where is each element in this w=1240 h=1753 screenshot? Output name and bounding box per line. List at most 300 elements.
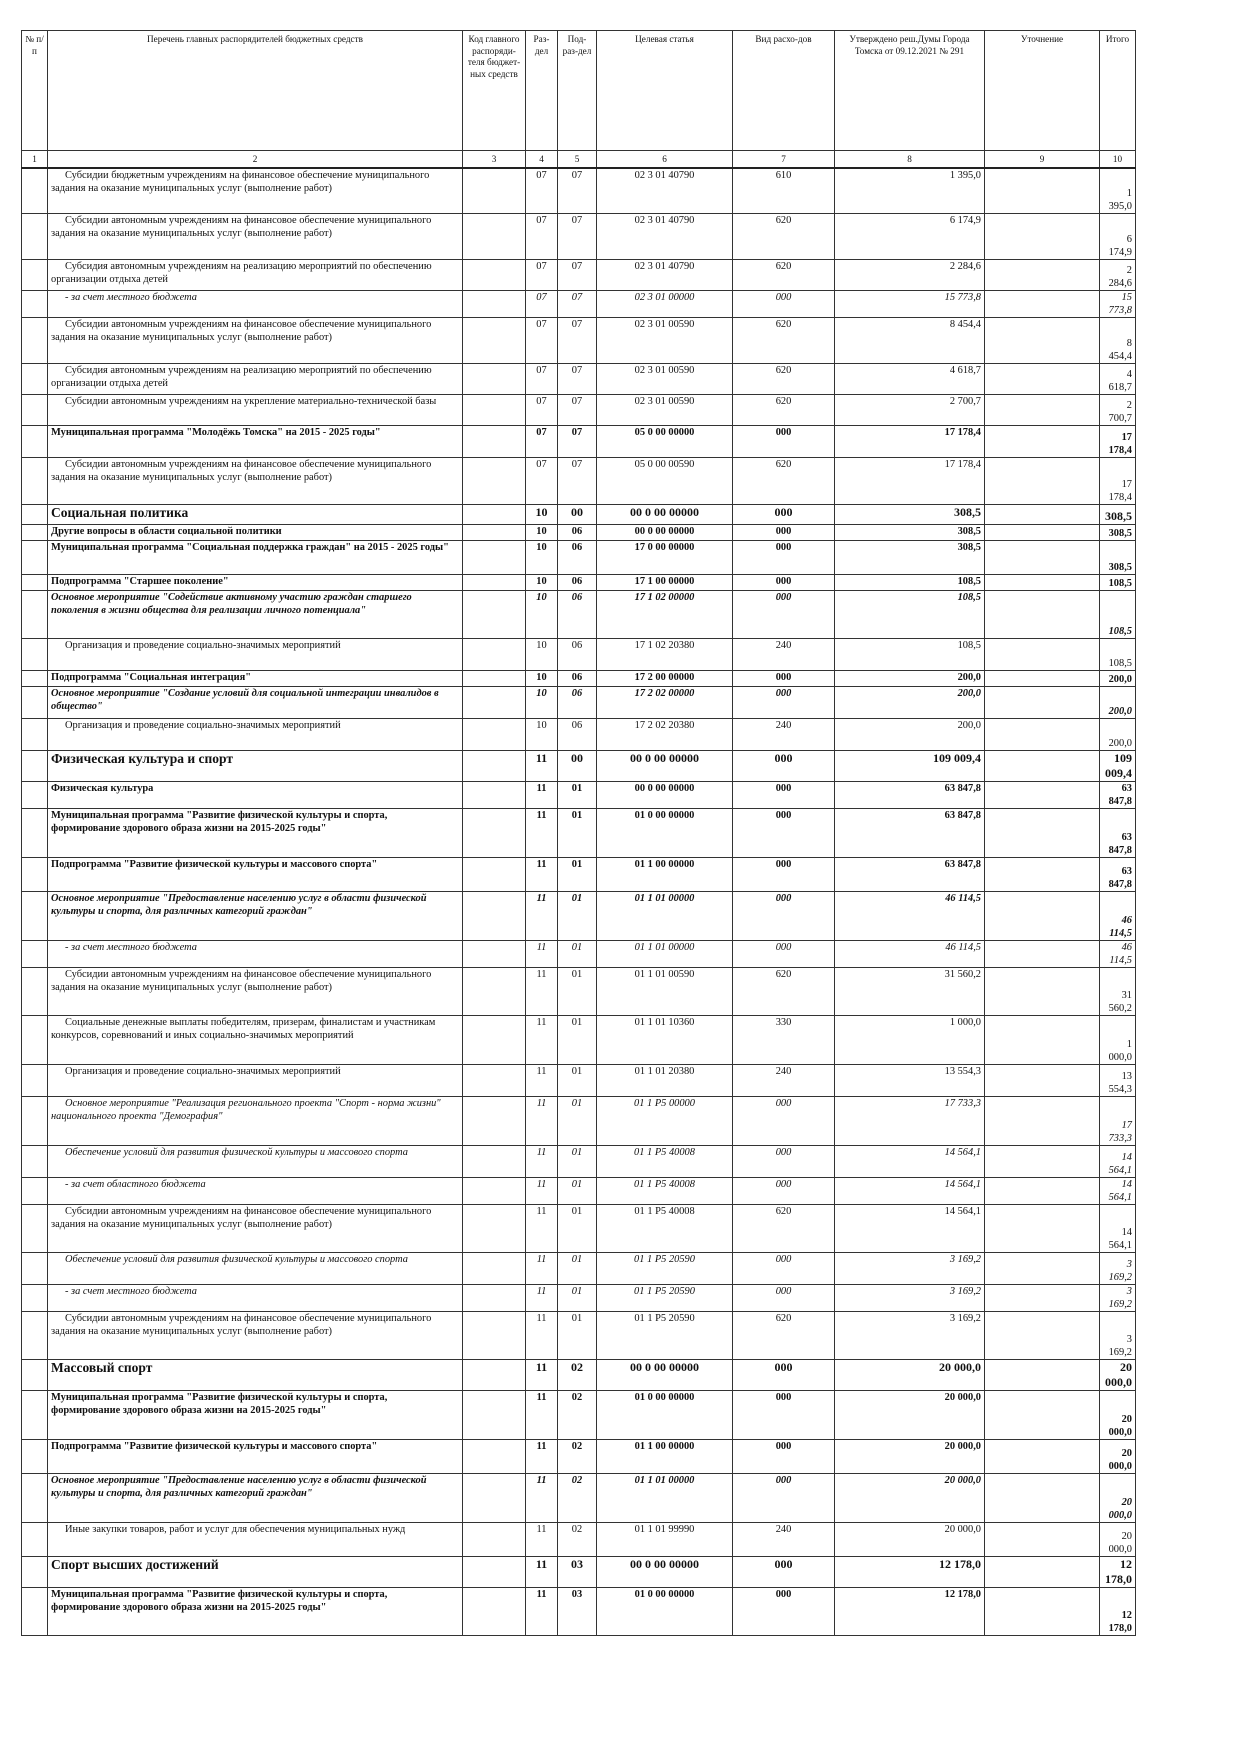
row-name: Основное мероприятие "Предоставление населению услуг в области физической культуры и спорта, для различных категорий граждан" [48,892,463,941]
row-article: 00 0 00 00000 [597,1557,733,1588]
row-refine [985,395,1100,426]
table-row [22,809,1136,858]
row-name: Муниципальная программа "Социальная поддержка граждан" на 2015 - 2025 годы" [48,541,463,575]
row-refine [985,1253,1100,1285]
row-razdel: 11 [526,809,558,858]
row-article: 01 0 00 00000 [597,1588,733,1636]
row-name: Основное мероприятие "Реализация регионального проекта "Спорт - норма жизни" национального проекта "Демография" [48,1097,463,1146]
row-approved: 12 178,0 [835,1588,985,1636]
row-refine [985,941,1100,968]
row-podrazdel: 02 [558,1391,597,1440]
row-code [463,318,526,364]
row-razdel: 07 [526,458,558,505]
row-podrazdel: 07 [558,168,597,214]
row-razdel: 11 [526,1588,558,1636]
row-no [22,1285,48,1312]
row-no [22,1097,48,1146]
row-name: Социальные денежные выплаты победителям, призерам, финалистам и участникам конкурсов, соревнований и иных социально-значимых мероприятий [48,1016,463,1065]
row-code [463,1312,526,1360]
row-vid: 000 [733,751,835,782]
row-vid: 240 [733,719,835,751]
row-podrazdel: 06 [558,687,597,719]
row-no [22,591,48,639]
row-approved: 6 174,9 [835,214,985,260]
row-article: 01 1 P5 20590 [597,1253,733,1285]
row-refine [985,1146,1100,1178]
row-refine [985,858,1100,892]
row-no [22,858,48,892]
row-total: 14 564,1 [1100,1178,1136,1205]
row-no [22,1440,48,1474]
row-vid: 000 [733,575,835,591]
row-total: 3 169,2 [1100,1253,1136,1285]
table-row [22,1205,1136,1253]
row-razdel: 10 [526,505,558,525]
row-code [463,1474,526,1523]
row-refine [985,214,1100,260]
row-refine [985,1285,1100,1312]
row-name: Физическая культура и спорт [48,751,463,782]
row-refine [985,1205,1100,1253]
row-vid: 000 [733,1178,835,1205]
row-total: 3 169,2 [1100,1312,1136,1360]
row-vid: 620 [733,395,835,426]
row-article: 17 1 02 00000 [597,591,733,639]
row-approved: 3 169,2 [835,1285,985,1312]
table-row [22,671,1136,687]
row-code [463,639,526,671]
row-approved: 108,5 [835,575,985,591]
row-refine [985,968,1100,1016]
header-refine: Уточнение [985,31,1100,151]
row-approved: 14 564,1 [835,1205,985,1253]
row-total: 12 178,0 [1100,1557,1136,1588]
row-no [22,426,48,458]
row-approved: 308,5 [835,525,985,541]
row-article: 01 1 01 00000 [597,892,733,941]
row-refine [985,1360,1100,1391]
row-approved: 108,5 [835,639,985,671]
row-razdel: 11 [526,751,558,782]
row-code [463,1285,526,1312]
row-podrazdel: 02 [558,1523,597,1557]
table-row [22,458,1136,505]
table-row [22,1391,1136,1440]
row-vid: 000 [733,1557,835,1588]
row-total: 108,5 [1100,591,1136,639]
row-total: 31 560,2 [1100,968,1136,1016]
row-approved: 20 000,0 [835,1440,985,1474]
row-no [22,1474,48,1523]
row-code [463,260,526,291]
header-vid: Вид расхо-дов [733,31,835,151]
row-vid: 000 [733,591,835,639]
row-razdel: 11 [526,892,558,941]
row-podrazdel: 01 [558,1146,597,1178]
row-no [22,1312,48,1360]
row-name: Массовый спорт [48,1360,463,1391]
row-name: Основное мероприятие "Предоставление населению услуг в области физической культуры и спорта, для различных категорий граждан" [48,1474,463,1523]
row-approved: 31 560,2 [835,968,985,1016]
table-row [22,1178,1136,1205]
table-row [22,318,1136,364]
row-name: Субсидии автономным учреждениям на финансовое обеспечение муниципального задания на оказание муниципальных услуг (выполнение работ) [48,318,463,364]
row-code [463,1391,526,1440]
row-article: 02 3 01 40790 [597,168,733,214]
table-row [22,858,1136,892]
row-refine [985,426,1100,458]
row-refine [985,541,1100,575]
row-refine [985,1474,1100,1523]
row-code [463,1146,526,1178]
row-total: 63 847,8 [1100,858,1136,892]
row-podrazdel: 01 [558,1065,597,1097]
row-vid: 620 [733,318,835,364]
row-article: 01 1 01 20380 [597,1065,733,1097]
row-podrazdel: 02 [558,1440,597,1474]
row-total: 308,5 [1100,525,1136,541]
table-row [22,1016,1136,1065]
row-approved: 1 000,0 [835,1016,985,1065]
table-row [22,687,1136,719]
row-razdel: 07 [526,214,558,260]
row-no [22,364,48,395]
row-vid: 620 [733,458,835,505]
row-podrazdel: 06 [558,575,597,591]
table-row [22,1523,1136,1557]
row-refine [985,1065,1100,1097]
row-no [22,968,48,1016]
row-code [463,1588,526,1636]
row-vid: 000 [733,1285,835,1312]
index-cell: 3 [463,151,526,168]
index-cell: 7 [733,151,835,168]
row-article: 02 3 01 00000 [597,291,733,318]
row-article: 17 1 02 20380 [597,639,733,671]
row-podrazdel: 01 [558,892,597,941]
row-code [463,1178,526,1205]
row-name: Муниципальная программа "Молодёжь Томска" на 2015 - 2025 годы" [48,426,463,458]
row-no [22,1523,48,1557]
row-total: 20 000,0 [1100,1391,1136,1440]
row-name: Другие вопросы в области социальной политики [48,525,463,541]
row-total: 12 178,0 [1100,1588,1136,1636]
row-podrazdel: 01 [558,968,597,1016]
row-name: Субсидии бюджетным учреждениям на финансовое обеспечение муниципального задания на оказание муниципальных услуг (выполнение работ) [48,168,463,214]
row-code [463,1097,526,1146]
row-razdel: 11 [526,1523,558,1557]
row-total: 308,5 [1100,541,1136,575]
row-code [463,541,526,575]
table-row [22,260,1136,291]
row-podrazdel: 01 [558,1178,597,1205]
row-article: 01 1 P5 20590 [597,1312,733,1360]
row-no [22,1557,48,1588]
table-row [22,719,1136,751]
row-code [463,291,526,318]
row-article: 17 0 00 00000 [597,541,733,575]
row-vid: 240 [733,1523,835,1557]
header-approved: Утверждено реш.Думы Города Томска от 09.12.2021 № 291 [835,31,985,151]
row-no [22,782,48,809]
row-code [463,525,526,541]
row-article: 01 1 01 10360 [597,1016,733,1065]
header-razdel: Раз-дел [526,31,558,151]
header-name: Перечень главных распорядителей бюджетных средств [48,31,463,151]
row-razdel: 11 [526,858,558,892]
row-total: 108,5 [1100,639,1136,671]
row-vid: 000 [733,541,835,575]
row-no [22,719,48,751]
row-code [463,671,526,687]
row-code [463,1360,526,1391]
row-approved: 20 000,0 [835,1474,985,1523]
row-no [22,214,48,260]
row-approved: 46 114,5 [835,892,985,941]
row-code [463,1440,526,1474]
row-podrazdel: 07 [558,318,597,364]
table-body [22,168,1136,1636]
row-refine [985,687,1100,719]
row-approved: 200,0 [835,719,985,751]
budget-table [21,30,1136,1636]
row-total: 13 554,3 [1100,1065,1136,1097]
row-article: 00 0 00 00000 [597,751,733,782]
row-name: Субсидия автономным учреждениям на реализацию мероприятий по обеспечению организации отдыха детей [48,364,463,395]
row-name: - за счет местного бюджета [48,941,463,968]
row-name: Субсидии автономным учреждениям на укрепление материально-технической базы [48,395,463,426]
row-no [22,525,48,541]
row-razdel: 10 [526,591,558,639]
row-total: 20 000,0 [1100,1523,1136,1557]
row-name: Иные закупки товаров, работ и услуг для обеспечения муниципальных нужд [48,1523,463,1557]
row-article: 00 0 00 00000 [597,525,733,541]
table-row [22,941,1136,968]
row-vid: 000 [733,291,835,318]
row-razdel: 11 [526,782,558,809]
row-code [463,1253,526,1285]
row-approved: 20 000,0 [835,1360,985,1391]
row-total: 2 284,6 [1100,260,1136,291]
row-approved: 14 564,1 [835,1178,985,1205]
row-vid: 620 [733,260,835,291]
row-code [463,782,526,809]
row-refine [985,1440,1100,1474]
row-approved: 13 554,3 [835,1065,985,1097]
row-approved: 17 178,4 [835,458,985,505]
row-razdel: 10 [526,687,558,719]
row-no [22,168,48,214]
row-approved: 14 564,1 [835,1146,985,1178]
row-refine [985,1178,1100,1205]
row-vid: 000 [733,687,835,719]
table-row [22,426,1136,458]
row-vid: 000 [733,1146,835,1178]
row-article: 05 0 00 00590 [597,458,733,505]
row-razdel: 11 [526,1253,558,1285]
row-razdel: 11 [526,968,558,1016]
row-total: 20 000,0 [1100,1440,1136,1474]
row-refine [985,1097,1100,1146]
row-vid: 000 [733,1253,835,1285]
row-refine [985,1523,1100,1557]
row-article: 01 1 01 00000 [597,1474,733,1523]
row-no [22,291,48,318]
row-podrazdel: 07 [558,458,597,505]
row-vid: 620 [733,214,835,260]
row-no [22,809,48,858]
row-podrazdel: 00 [558,505,597,525]
row-no [22,1205,48,1253]
row-total: 17 178,4 [1100,458,1136,505]
row-razdel: 11 [526,1312,558,1360]
row-code [463,458,526,505]
header-row [22,31,1136,151]
row-razdel: 11 [526,1285,558,1312]
row-podrazdel: 01 [558,858,597,892]
row-refine [985,1557,1100,1588]
table-row [22,1285,1136,1312]
row-article: 00 0 00 00000 [597,505,733,525]
row-vid: 000 [733,1097,835,1146]
row-podrazdel: 01 [558,1016,597,1065]
row-no [22,1391,48,1440]
row-razdel: 07 [526,364,558,395]
row-total: 2 700,7 [1100,395,1136,426]
row-razdel: 11 [526,1557,558,1588]
row-razdel: 07 [526,291,558,318]
row-refine [985,260,1100,291]
row-no [22,1253,48,1285]
row-podrazdel: 03 [558,1557,597,1588]
row-no [22,1360,48,1391]
row-total: 1 395,0 [1100,168,1136,214]
row-refine [985,1588,1100,1636]
row-razdel: 10 [526,525,558,541]
row-total: 63 847,8 [1100,782,1136,809]
row-article: 02 3 01 00590 [597,395,733,426]
row-podrazdel: 06 [558,639,597,671]
table-row [22,364,1136,395]
row-podrazdel: 02 [558,1360,597,1391]
row-name: Основное мероприятие "Содействие активному участию граждан старшего поколения в жизни общества для реализации личного потенциала" [48,591,463,639]
row-approved: 20 000,0 [835,1391,985,1440]
row-article: 01 1 00 00000 [597,858,733,892]
row-name: Обеспечение условий для развития физической культуры и массового спорта [48,1146,463,1178]
row-vid: 000 [733,505,835,525]
row-name: Подпрограмма "Развитие физической культуры и массового спорта" [48,858,463,892]
row-code [463,168,526,214]
row-vid: 620 [733,1312,835,1360]
row-article: 01 1 P5 20590 [597,1285,733,1312]
row-refine [985,525,1100,541]
row-code [463,426,526,458]
row-code [463,1016,526,1065]
index-cell: 10 [1100,151,1136,168]
row-vid: 000 [733,892,835,941]
row-razdel: 10 [526,671,558,687]
row-no [22,1178,48,1205]
row-podrazdel: 01 [558,1253,597,1285]
table-row [22,1440,1136,1474]
row-vid: 000 [733,858,835,892]
row-approved: 8 454,4 [835,318,985,364]
row-code [463,687,526,719]
table-row [22,751,1136,782]
table-row [22,525,1136,541]
row-razdel: 11 [526,1178,558,1205]
row-approved: 20 000,0 [835,1523,985,1557]
table-row [22,505,1136,525]
row-razdel: 07 [526,260,558,291]
row-no [22,1588,48,1636]
row-podrazdel: 07 [558,395,597,426]
row-podrazdel: 06 [558,719,597,751]
row-name: Субсидии автономным учреждениям на финансовое обеспечение муниципального задания на оказание муниципальных услуг (выполнение работ) [48,1205,463,1253]
header-total: Итого [1100,31,1136,151]
row-razdel: 10 [526,719,558,751]
row-approved: 108,5 [835,591,985,639]
row-code [463,751,526,782]
row-name: Физическая культура [48,782,463,809]
row-code [463,1205,526,1253]
row-refine [985,318,1100,364]
row-approved: 17 178,4 [835,426,985,458]
row-refine [985,639,1100,671]
row-article: 17 1 00 00000 [597,575,733,591]
row-name: Субсидия автономным учреждениям на реализацию мероприятий по обеспечению организации отдыха детей [48,260,463,291]
row-no [22,751,48,782]
row-approved: 2 284,6 [835,260,985,291]
row-podrazdel: 01 [558,941,597,968]
row-razdel: 10 [526,575,558,591]
row-code [463,858,526,892]
row-name: Спорт высших достижений [48,1557,463,1588]
row-article: 01 0 00 00000 [597,1391,733,1440]
index-cell: 2 [48,151,463,168]
row-name: Субсидии автономным учреждениям на финансовое обеспечение муниципального задания на оказание муниципальных услуг (выполнение работ) [48,458,463,505]
row-refine [985,719,1100,751]
row-article: 17 2 02 20380 [597,719,733,751]
row-razdel: 11 [526,1205,558,1253]
row-refine [985,575,1100,591]
row-podrazdel: 07 [558,364,597,395]
row-razdel: 07 [526,395,558,426]
row-vid: 000 [733,1360,835,1391]
row-name: Подпрограмма "Социальная интеграция" [48,671,463,687]
row-razdel: 11 [526,1360,558,1391]
row-total: 8 454,4 [1100,318,1136,364]
row-podrazdel: 01 [558,1097,597,1146]
row-total: 14 564,1 [1100,1146,1136,1178]
table-row [22,575,1136,591]
row-refine [985,809,1100,858]
table-row [22,591,1136,639]
row-refine [985,458,1100,505]
row-name: Муниципальная программа "Развитие физической культуры и спорта, формирование здорового образа жизни на 2015-2025 годы" [48,1391,463,1440]
header-article: Целевая статья [597,31,733,151]
row-razdel: 07 [526,318,558,364]
row-name: Субсидии автономным учреждениям на финансовое обеспечение муниципального задания на оказание муниципальных услуг (выполнение работ) [48,214,463,260]
row-vid: 000 [733,809,835,858]
row-article: 01 0 00 00000 [597,809,733,858]
table-row [22,782,1136,809]
header-podrazdel: Под-раз-дел [558,31,597,151]
table-row [22,1097,1136,1146]
row-refine [985,505,1100,525]
row-vid: 000 [733,525,835,541]
table-row [22,1557,1136,1588]
